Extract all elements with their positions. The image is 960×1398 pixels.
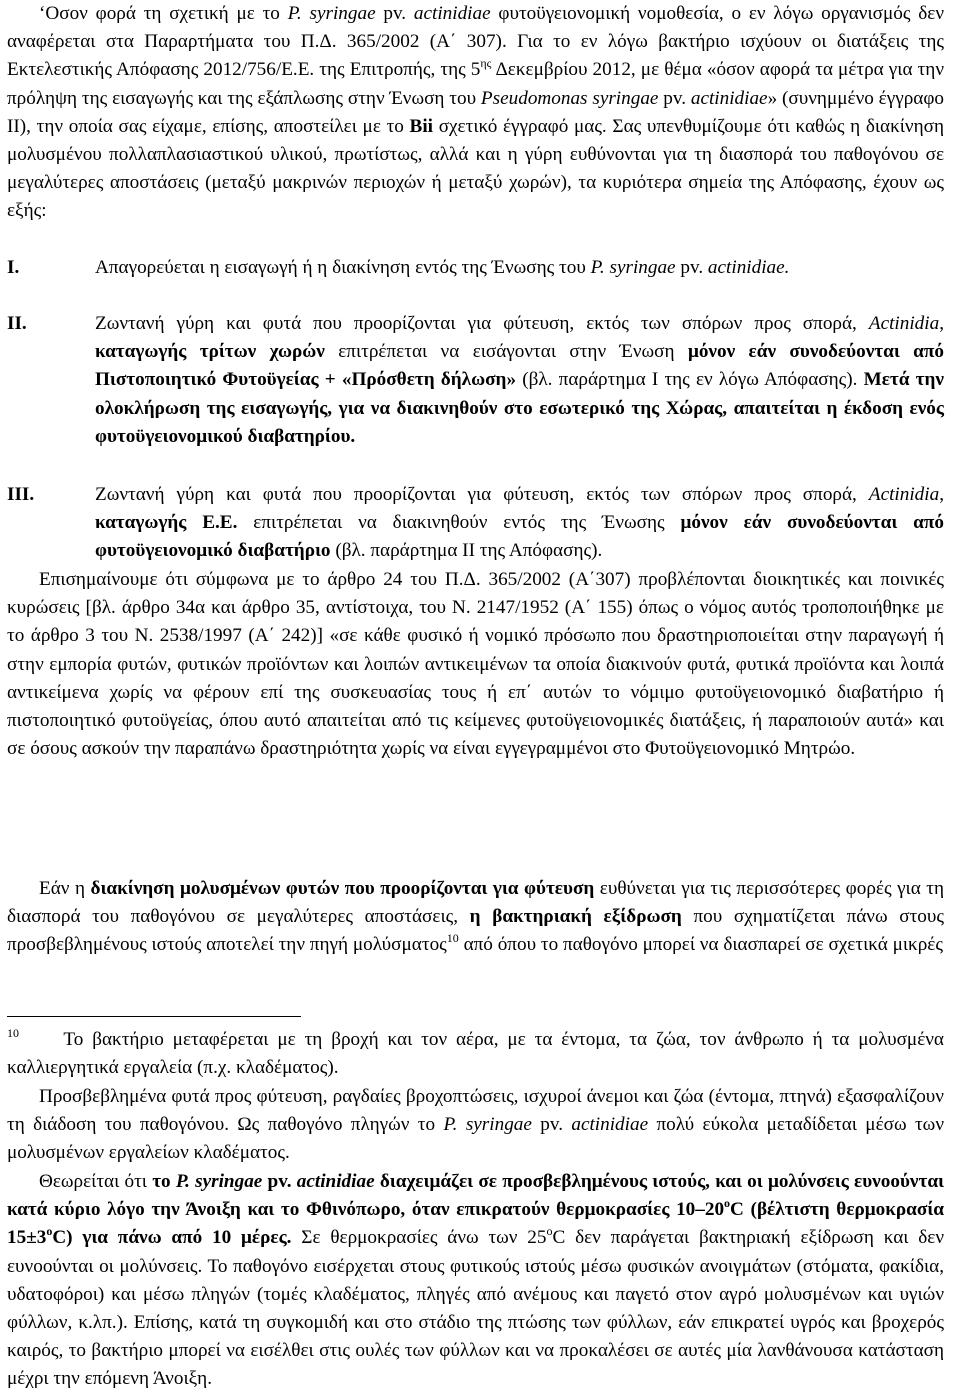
list-item-number: ΙΙ. (7, 313, 27, 334)
footnote-separator (7, 1016, 301, 1017)
list-item-2: ΙΙ. Ζωντανή γύρη και φυτά που προορίζονται για φύτευση, εκτός των σπόρων προς σπορά, Actinidia, καταγωγής τρίτων χωρών επιτρέπεται να εισάγονται στην Ένωση μόνον εάν συνοδεύονται από Πιστοποιητικό Φυτοϋγείας + «Πρόσθετη δήλωση» (βλ. παράρτημα Ι της εν λόγω Απόφασης). Μετά την ολοκλήρωση της εισαγωγής, για να διακινηθούν στο εσωτερικό της Χώρας, απαιτείται η έκδοση ενός φυτοϋγειονομικού διαβατηρίου. (7, 310, 944, 451)
footnote-paragraph-1: $^{10}$ Το βακτήριο μεταφέρεται με τη βροχή και τον αέρα, με τα έντομα, τα ζώα, τον άνθρωπο ή τα μολυσμένα καλλιεργητικά εργαλεία (π.χ. κλαδέματος). (7, 1026, 944, 1079)
list-item-1: Ι. Απαγορεύεται η εισαγωγή ή η διακίνηση εντός της Ένωσης του P. syringae pv. actinidiae. (7, 254, 944, 282)
sanctions-paragraph: Επισημαίνουμε ότι σύμφωνα με το άρθρο 24 του Π.Δ. 365/2002 (Α΄307) προβλέπονται διοικητικές και ποινικές κυρώσεις [βλ. άρθρο 34α και άρθρο 35, αντίστοιχα, του Ν. 2147/1952 (Α΄ 155) όπως ο νόμος αυτός τροποποιήθηκε με το άρθρο 3 του Ν. 2538/1997 (Α΄ 242)] «σε κάθε φυσικό ή νομικό πρόσωπο που δραστηριοποιείται στην παραγωγή ή στην εμπορία φυτών, φυτικών προϊόντων και λοιπών αντικειμένων τα οποία διακινούν φυτά, φυτικά προϊόντα και λοιπά αντικείμενα χωρίς να φέρουν επί της συσκευασίας τους ή επ΄ αυτών το νόμιμο φυτοϋγειονομικό διαβατήριο ή πιστοποιητικό φυτοϋγείας, όπου αυτό απαιτείται από τις κείμενες φυτοϋγειονομικές διατάξεις, ή παραποιούν αυτά» και σε όσους ασκούν την παραπάνω δραστηριότητα χωρίς να είναι εγγεγραμμένοι στο Φυτοϋγειονομικό Μητρώο. (7, 569, 944, 760)
footnote-paragraph-2: Προσβεβλημένα φυτά προς φύτευση, ραγδαίες βροχοπτώσεις, ισχυροί άνεμοι και ζώα (έντομα, πτηνά) εξασφαλίζουν τη διάδοση του παθογόνου. Ως παθογόνο πληγών το P. syringae pv. actinidiae πολύ εύκολα μεταδίδεται μέσω των μολυσμένων εργαλείων κλαδέματος. (7, 1086, 944, 1164)
footnote-paragraph-3: Θεωρείται ότι το P. syringae pv. actinidiae διαχειμάζει σε προσβεβλημένους ιστούς, και οι μολύνσεις ευνοούνται κατά κύριο λόγο την Άνοιξη και το Φθινόπωρο, όταν επικρατούν θερμοκρασίες $10-20^oC$ (βέλτιστη θερμοκρασία $15\pm 3^oC$) για πάνω από 10 μέρες. Σε θερμοκρασίες άνω των $25^oC$ δεν παράγεται βακτηριακή εξίδρωση και δεν ευνοούνται οι μολύνσεις. Το παθογόνο εισέρχεται στους φυτικούς ιστούς μέσω φυσικών ανοιγμάτων (στόματα, φακίδια, υδατοφόροι) και μέσω πληγών (τομές κλαδέματος, πληγές από ανέμους και παγετό στον αγρό μολυσμένων και υγιών φύλλων, κ.λπ.). Επίσης, κατά τη συγκομιδή και στο στάδιο της πτώσης των φύλλων, εάν επικρατεί υγρός και βροχερός καιρός, το βακτήριο μπορεί να εισέλθει στις ουλές των φύλλων και να προκαλέσει σε αυτές μία λανθάνουσα κατάσταση μέχρι την επόμενη Άνοιξη. (7, 1171, 944, 1390)
intro-paragraph: ‘Οσον φορά τη σχετική με το P. syringae pv. actinidiae φυτοϋγειονομική νομοθεσία, ο εν λόγω οργανισμός δεν αναφέρεται στα Παραρτήματα του Π.Δ. 365/2002 (Α΄ 307). Για το εν λόγω βακτήριο ισχύουν οι διατάξεις της Εκτελεστικής Απόφασης 2012/756/Ε.Ε. της Επιτροπής, της $5^{\eta\varsigma}$ Δεκεμβρίου 2012, με θέμα «όσον αφορά τα μέτρα για την πρόληψη της εισαγωγής και της εξάπλωσης στην Ένωση του Pseudomonas syringae pv. actinidiae» (συνημμένο έγγραφο ΙΙ), την οποία σας είχαμε, επίσης, αποστείλει με το Βii σχετικό έγγραφό μας. Σας υπενθυμίζουμε ότι καθώς η διακίνηση μολυσμένου πολλαπλασιαστικού υλικού, πρωτίστως, αλλά και η γύρη ευθύνονται για τη διασπορά του παθογόνου σε μεγαλύτερες αποστάσεις (μεταξύ μακρινών περιοχών ή μεταξύ χωρών), τα κυριότερα σημεία της Απόφασης, έχουν ως εξής: (7, 3, 945, 222)
list-item-number: ΙΙΙ. (7, 484, 35, 505)
footnote-number: 10 (7, 1026, 19, 1040)
list-item-number: Ι. (7, 257, 20, 278)
spread-paragraph: Εάν η διακίνηση μολυσμένων φυτών που προορίζονται για φύτευση ευθύνεται για τις περισσότερες φορές για τη διασπορά του παθογόνου σε μεγαλύτερες αποστάσεις, η βακτηριακή εξίδρωση που σχηματίζεται πάνω στους προσβεβλημένους ιστούς αποτελεί την πηγή μολύσματος$^{10}$ από όπου το παθογόνο μπορεί να διασπαρεί σε σχετικά μικρές (7, 878, 945, 956)
list-item-3: ΙΙΙ. Ζωντανή γύρη και φυτά που προορίζονται για φύτευση, εκτός των σπόρων προς σπορά, Actinidia, καταγωγής Ε.Ε. επιτρέπεται να διακινηθούν εντός της Ένωσης μόνον εάν συνοδεύονται από φυτοϋγειονομικό διαβατήριο (βλ. παράρτημα ΙΙ της Απόφασης). (7, 481, 944, 566)
